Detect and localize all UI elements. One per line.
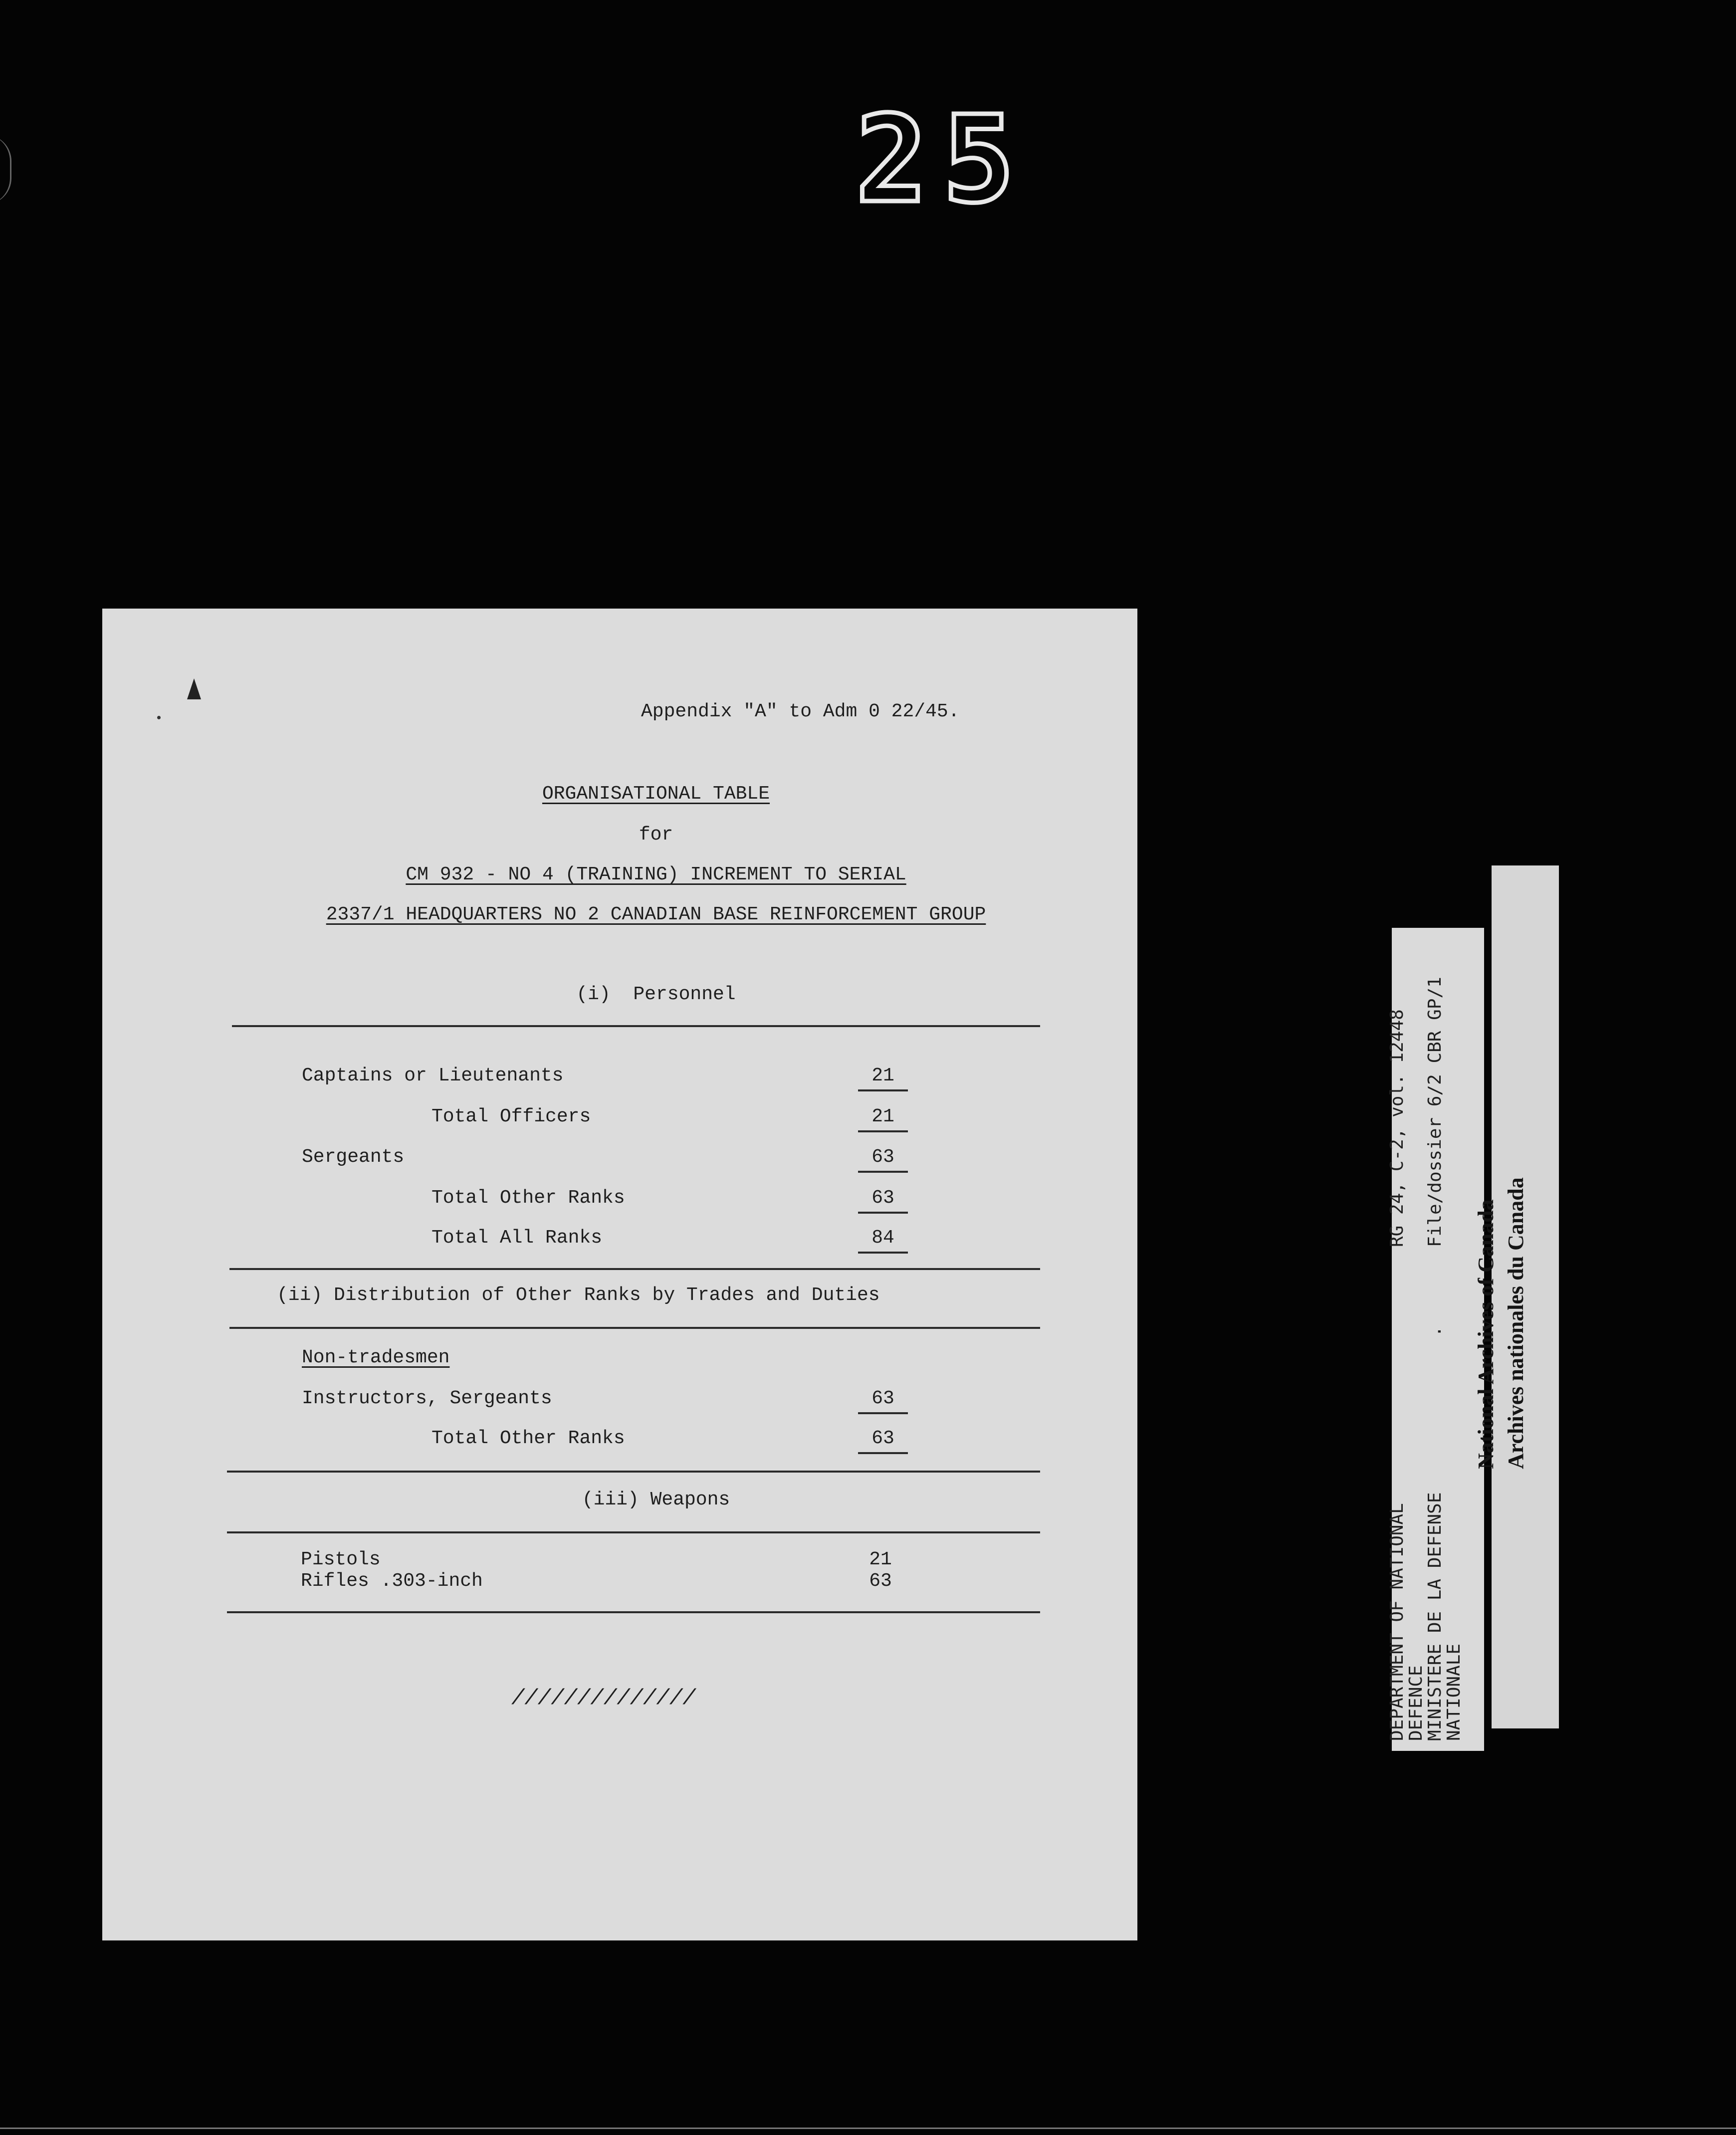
department-line-3: MINISTERE DE LA DEFENSE xyxy=(1425,1492,1445,1741)
row-value: 21 xyxy=(858,1065,908,1091)
row-label: Total Officers xyxy=(432,1106,591,1127)
film-bottom-edge xyxy=(0,2128,1736,2129)
row-value: 63 xyxy=(869,1570,892,1592)
department-line-2: DEFENCE xyxy=(1406,1665,1426,1741)
section-rule xyxy=(229,1327,1040,1329)
row-label: Total All Ranks xyxy=(432,1227,603,1249)
frame-number: 25 xyxy=(856,90,1030,229)
department-line-4: NATIONALE xyxy=(1444,1643,1464,1741)
row-label: Total Other Ranks xyxy=(432,1187,625,1209)
row-value: 84 xyxy=(858,1227,908,1254)
row-label: Pistols xyxy=(301,1549,381,1570)
title-line-3: CM 932 - NO 4 (TRAINING) INCREMENT TO SERIAL xyxy=(406,864,906,885)
file-separator: . xyxy=(1425,1326,1445,1337)
subheading-non-tradesmen: Non-tradesmen xyxy=(302,1347,450,1368)
section-heading-distribution: (ii) Distribution of Other Ranks by Trades and Duties xyxy=(277,1284,880,1306)
row-value: 21 xyxy=(858,1106,908,1132)
archive-name-english: National Archives of Canada xyxy=(1474,1199,1498,1469)
end-marks: ////////////// xyxy=(511,1686,696,1711)
speck xyxy=(157,716,161,719)
row-value: 63 xyxy=(858,1146,908,1173)
row-label: Instructors, Sergeants xyxy=(302,1388,552,1409)
section-rule xyxy=(227,1611,1040,1613)
archive-reference-label xyxy=(1387,928,1484,1751)
row-label: Rifles .303-inch xyxy=(301,1570,483,1592)
row-value: 21 xyxy=(869,1549,892,1570)
appendix-reference: Appendix "A" to Adm 0 22/45. xyxy=(641,701,960,722)
row-label: Sergeants xyxy=(302,1146,405,1168)
file-reference: File/dossier 6/2 CBR GP/1 xyxy=(1425,977,1445,1247)
film-edge xyxy=(0,135,11,205)
archive-name-card xyxy=(1474,865,1559,1728)
title-line-4: 2337/1 HEADQUARTERS NO 2 CANADIAN BASE REINFORCEMENT GROUP xyxy=(326,904,986,925)
document-page xyxy=(102,609,1137,1940)
section-heading-weapons: (iii) Weapons xyxy=(582,1489,730,1510)
section-rule xyxy=(227,1471,1040,1473)
row-value: 63 xyxy=(858,1428,908,1454)
section-rule xyxy=(227,1531,1040,1533)
row-label: Captains or Lieutenants xyxy=(302,1065,564,1086)
row-value: 63 xyxy=(858,1187,908,1214)
record-group-reference: RG 24, C-2, vol. 12448 xyxy=(1387,1009,1407,1247)
corner-mark xyxy=(187,678,201,699)
row-label: Total Other Ranks xyxy=(432,1428,625,1449)
department-line-1: DEPARTMENT OF NATIONAL xyxy=(1387,1503,1407,1741)
title-line-1: ORGANISATIONAL TABLE xyxy=(542,783,770,805)
title-line-2: for xyxy=(639,824,673,846)
archive-name-french: Archives nationales du Canada xyxy=(1504,1177,1528,1469)
section-rule xyxy=(229,1268,1040,1270)
row-value: 63 xyxy=(858,1388,908,1414)
section-rule xyxy=(232,1025,1040,1027)
section-heading-personnel: (i) Personnel xyxy=(576,984,736,1005)
